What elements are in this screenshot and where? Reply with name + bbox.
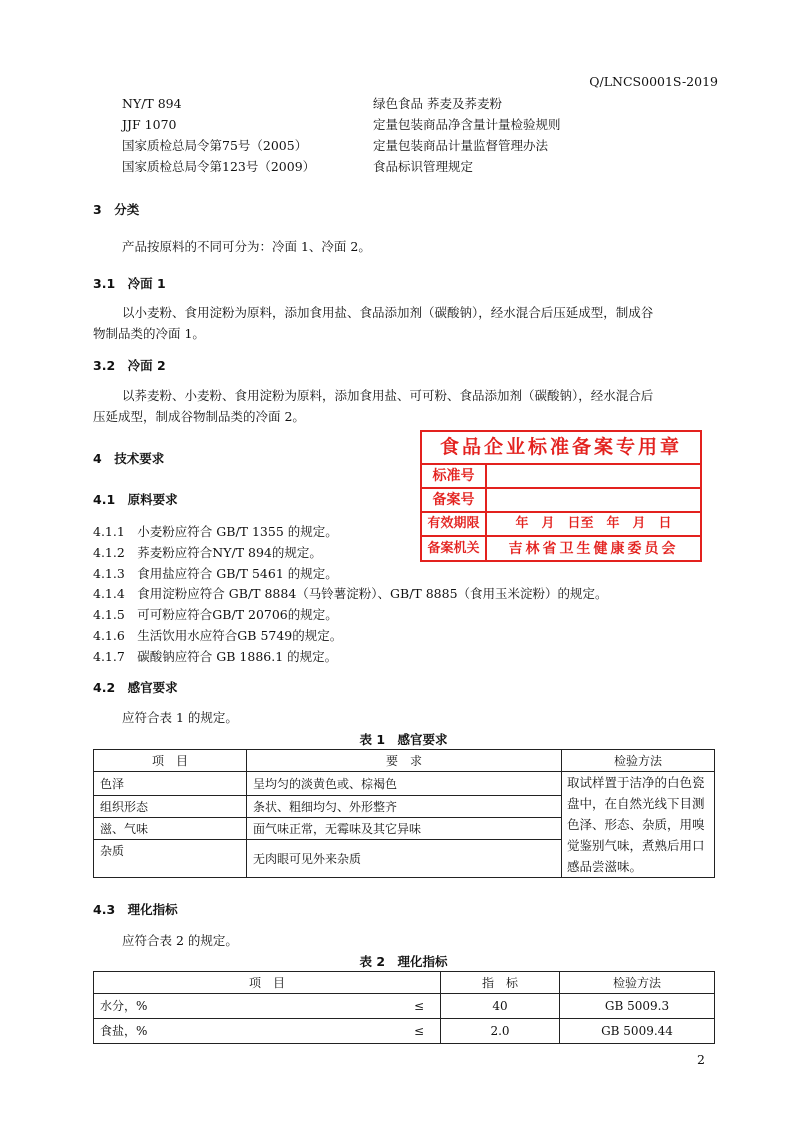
cell: 面气味正常，无霉味及其它异味 [247, 818, 562, 840]
section-heading: 3 分类 [93, 202, 140, 217]
list-item: 4.1.1 小麦粉应符合 GB/T 1355 的规定。 [93, 524, 338, 539]
paragraph: 应符合表 1 的规定。 [122, 710, 238, 725]
stamp-value: 年 月 日至 年 月 日 [515, 516, 672, 531]
paragraph: 物制品类的冷面 1。 [93, 326, 205, 341]
section-heading: 3.1 冷面 1 [93, 276, 166, 291]
table-caption: 表 2 理化指标 [359, 954, 448, 969]
stamp-title: 食品企业标准备案专用章 [439, 436, 682, 458]
col-header: 项 目 [94, 750, 247, 772]
ref-code: 国家质检总局令第123号（2009） [122, 159, 316, 174]
doc-code: Q/LNCS0001S-2019 [589, 74, 718, 89]
cell: 杂质 [94, 840, 247, 878]
cell: GB 5009.44 [560, 1019, 715, 1044]
table-caption: 表 1 感官要求 [359, 732, 448, 747]
section-heading: 4.3 理化指标 [93, 902, 178, 917]
col-header: 要 求 [247, 750, 562, 772]
cell: 40 [441, 994, 560, 1019]
ref-title: 食品标识管理规定 [373, 159, 474, 174]
paragraph: 以小麦粉、食用淀粉为原料，添加食用盐、食品添加剂（碳酸钠），经水混合后压延成型，制成谷 [122, 305, 654, 320]
stamp-label: 标准号 [422, 465, 487, 487]
cell: 食盐，% [94, 1019, 409, 1044]
paragraph: 以荞麦粉、小麦粉、食用淀粉为原料，添加食用盐、可可粉、食品添加剂（碳酸钠），经水混合后 [122, 388, 654, 403]
cell: 条状、粗细均匀、外形整齐 [247, 796, 562, 818]
stamp-value: 吉林省卫生健康委员会 [508, 541, 679, 557]
ref-code: NY/T 894 [122, 96, 182, 111]
col-header: 项 目 [94, 972, 441, 994]
paragraph: 产品按原料的不同可分为：冷面 1、冷面 2。 [122, 239, 371, 254]
cell: ≤ [408, 1019, 441, 1044]
stamp-label: 备案号 [422, 489, 487, 511]
paragraph: 应符合表 2 的规定。 [122, 933, 238, 948]
page-number: 2 [697, 1052, 705, 1067]
stamp-label: 备案机关 [422, 537, 487, 561]
method-cell: 取试样置于洁净的白色瓷盘中，在自然光线下目测色泽、形态、杂质，用嗅觉鉴别气味，煮熟后用口感品尝滋味。 [562, 772, 715, 878]
section-heading: 4 技术要求 [93, 451, 165, 466]
section-heading: 4.1 原料要求 [93, 492, 178, 507]
stamp-label: 有效期限 [422, 513, 487, 535]
filing-stamp [420, 430, 702, 562]
col-header: 检验方法 [562, 750, 715, 772]
cell: 滋、气味 [94, 818, 247, 840]
ref-code: 国家质检总局令第75号（2005） [122, 138, 308, 153]
cell: ≤ [408, 994, 441, 1019]
ref-title: 绿色食品 荞麦及荞麦粉 [373, 96, 502, 111]
paragraph: 压延成型，制成谷物制品类的冷面 2。 [93, 409, 305, 424]
list-item: 4.1.5 可可粉应符合GB/T 20706的规定。 [93, 607, 338, 622]
cell: 呈均匀的淡黄色或、棕褐色 [247, 772, 562, 796]
col-header: 指 标 [441, 972, 560, 994]
list-item: 4.1.3 食用盐应符合 GB/T 5461 的规定。 [93, 566, 338, 581]
cell: 2.0 [441, 1019, 560, 1044]
cell: GB 5009.3 [560, 994, 715, 1019]
ref-title: 定量包装商品净含量计量检验规则 [373, 117, 561, 132]
list-item: 4.1.4 食用淀粉应符合 GB/T 8884（马铃薯淀粉）、GB/T 8885（食用玉米淀粉）的规定。 [93, 586, 608, 601]
cell: 无肉眼可见外来杂质 [247, 840, 562, 878]
ref-title: 定量包装商品计量监督管理办法 [373, 138, 549, 153]
section-heading: 4.2 感官要求 [93, 680, 178, 695]
list-item: 4.1.7 碳酸钠应符合 GB 1886.1 的规定。 [93, 649, 338, 664]
physicochemical-table [93, 971, 715, 1044]
section-heading: 3.2 冷面 2 [93, 358, 166, 373]
cell: 色泽 [94, 772, 247, 796]
list-item: 4.1.2 荞麦粉应符合NY/T 894的规定。 [93, 545, 322, 560]
ref-code: JJF 1070 [122, 117, 177, 132]
list-item: 4.1.6 生活饮用水应符合GB 5749的规定。 [93, 628, 343, 643]
sensory-table [93, 749, 715, 878]
cell: 组织形态 [94, 796, 247, 818]
cell: 水分，% [94, 994, 409, 1019]
col-header: 检验方法 [560, 972, 715, 994]
